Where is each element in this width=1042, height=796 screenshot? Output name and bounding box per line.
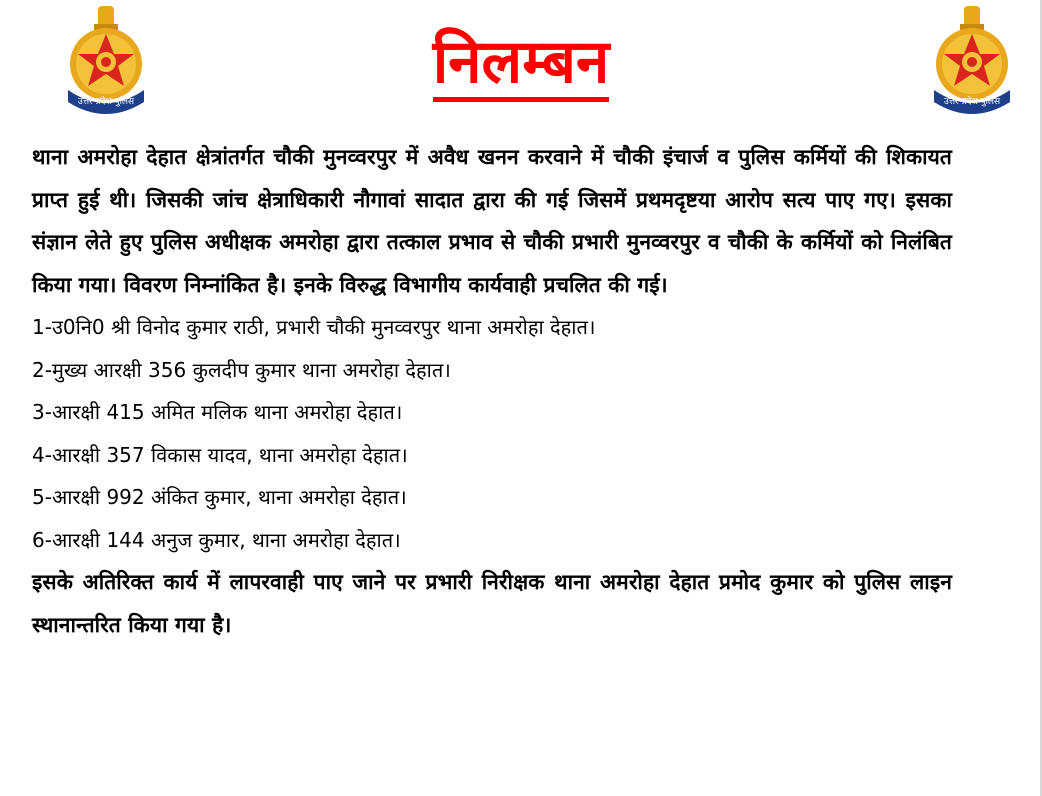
- intro-paragraph: थाना अमरोहा देहात क्षेत्रांतर्गत चौकी मुनव्वरपुर में अवैध खनन करवाने में चौकी इंचार्ज व पुलिस कर्मियों की शिकायत प्राप्त हुई थी। जिसकी जांच क्षेत्राधिकारी नौगावां सादात द्वारा की गई जिसमें प्रथमदृष्टया आरोप सत्य पाए गए। इसका संज्ञान लेते हुए पुलिस अधीक्षक अमरोहा द्वारा तत्काल प्रभाव से चौकी प्रभारी मुनव्वरपुर व चौकी के कर्मियों को निलंबित किया गया। विवरण निम्नांकित है। इनके विरुद्ध विभागीय कार्यवाही प्रचलित की गई।: [32, 145, 952, 297]
- svg-text:उत्तर प्रदेश पुलिस: उत्तर प्रदेश पुलिस: [943, 97, 1001, 107]
- list-item: 6-आरक्षी 144 अनुज कुमार, थाना अमरोहा देहात।: [32, 527, 401, 552]
- page-title: [0, 22, 1042, 102]
- list-item: 2-मुख्य आरक्षी 356 कुलदीप कुमार थाना अमरोहा देहात।: [32, 357, 451, 382]
- title-text: निलम्बन: [433, 27, 610, 102]
- svg-text:उत्तर प्रदेश पुलिस: उत्तर प्रदेश पुलिस: [77, 97, 135, 107]
- suspended-officers-list: [32, 306, 952, 561]
- list-item: 5-आरक्षी 992 अंकित कुमार, थाना अमरोहा देहात।: [32, 485, 407, 509]
- list-item: 4-आरक्षी 357 विकास यादव, थाना अमरोहा देहात।: [32, 442, 408, 467]
- list-item: 3-आरक्षी 415 अमित मलिक थाना अमरोहा देहात।: [32, 400, 403, 424]
- document-body: [32, 136, 952, 646]
- list-item: 1-उ0नि0 श्री विनोद कुमार राठी, प्रभारी चौकी मुनव्वरपुर थाना अमरोहा देहात।: [32, 315, 596, 339]
- closing-paragraph: इसके अतिरिक्त कार्य में लापरवाही पाए जाने पर प्रभारी निरीक्षक थाना अमरोहा देहात प्रमोद कुमार को पुलिस लाइन स्थानान्तरित किया गया है।: [32, 570, 952, 637]
